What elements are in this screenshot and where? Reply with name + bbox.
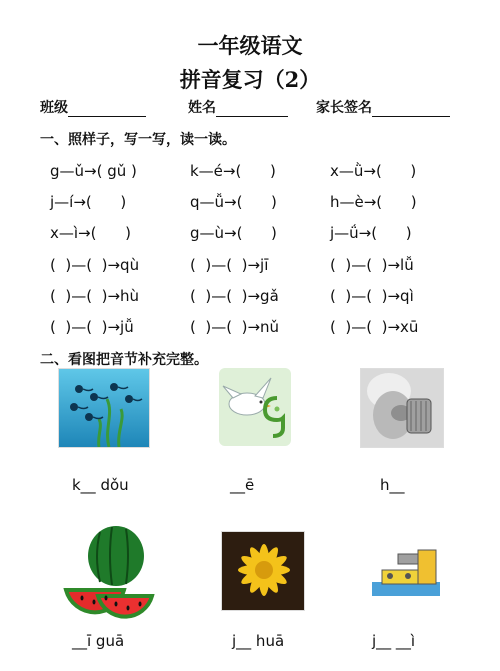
answer-label[interactable]: k__ dǒu: [72, 476, 129, 494]
parent-signature-field: [316, 97, 450, 117]
exercise-cell[interactable]: j—í→( ): [50, 193, 127, 211]
answer-label[interactable]: h__: [380, 476, 405, 494]
exercise-cell[interactable]: k—é→( ): [190, 162, 276, 180]
exercise-cell[interactable]: ( )—( )→qù: [50, 256, 140, 274]
exercise-cell[interactable]: j—ǘ→( ): [330, 224, 412, 242]
exercise-cell[interactable]: ( )—( )→jī: [190, 256, 269, 274]
exercise-cell[interactable]: g—ù→( ): [190, 224, 277, 242]
exercise-cell[interactable]: g—ǔ→( gǔ ): [50, 162, 137, 180]
chrysanthemum-image: [221, 531, 305, 611]
machine-image: [368, 540, 444, 602]
exercise-cell[interactable]: ( )—( )→lǚ: [330, 256, 414, 274]
class-label: 班级: [40, 100, 68, 116]
name-blank[interactable]: [216, 102, 288, 117]
section2-heading: 二、看图把音节补充完整。: [40, 352, 208, 368]
parent-signature-blank[interactable]: [372, 102, 450, 117]
answer-label[interactable]: __ī guā: [72, 632, 125, 650]
parent-signature-label: 家长签名: [316, 100, 372, 116]
watermelon-image: [60, 520, 156, 620]
class-blank[interactable]: [68, 102, 146, 117]
exercise-cell[interactable]: h—è→( ): [330, 193, 417, 211]
answer-label[interactable]: j__ huā: [232, 632, 285, 650]
exercise-cell[interactable]: q—ǚ→( ): [190, 193, 277, 211]
exercise-cell[interactable]: ( )—( )→jǚ: [50, 318, 134, 336]
class-field: [40, 97, 146, 117]
child-drinking-image: [360, 368, 444, 448]
exercise-cell[interactable]: ( )—( )→qì: [330, 287, 414, 305]
exercise-cell[interactable]: x—ì→( ): [50, 224, 131, 242]
dove-image: [219, 368, 291, 446]
exercise-cell[interactable]: ( )—( )→gǎ: [190, 287, 279, 305]
page-title: 一年级语文: [197, 33, 303, 58]
answer-label[interactable]: j__ __ì: [372, 632, 416, 650]
exercise-cell[interactable]: ( )—( )→xū: [330, 318, 419, 336]
section1-heading: 一、照样子，写一写，读一读。: [40, 132, 236, 148]
tadpoles-image: [58, 368, 150, 448]
exercise-cell[interactable]: ( )—( )→nǔ: [190, 318, 280, 336]
answer-label[interactable]: __ē: [230, 476, 255, 494]
exercise-cell[interactable]: x—ǜ→( ): [330, 162, 417, 180]
page-subtitle: 拼音复习（2）: [179, 67, 321, 92]
exercise-cell[interactable]: ( )—( )→hù: [50, 287, 140, 305]
name-label: 姓名: [188, 100, 216, 116]
name-field: [188, 97, 288, 117]
